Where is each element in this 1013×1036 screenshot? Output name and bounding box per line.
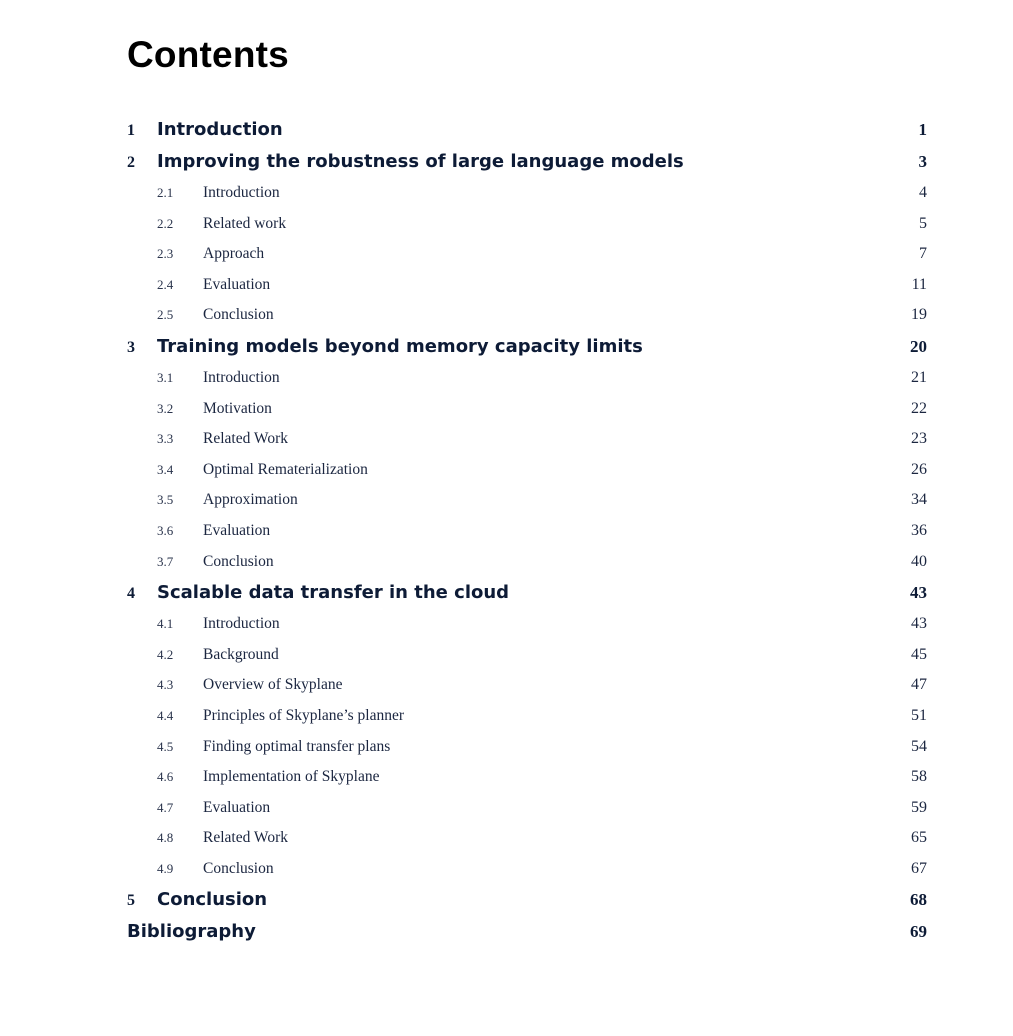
section-number: 3.4 [157, 461, 174, 477]
section-title: Finding optimal transfer plans [203, 737, 391, 755]
toc-section-entry[interactable] [127, 762, 927, 793]
chapter-title: Training models beyond memory capacity limits [157, 335, 643, 357]
toc-section-entry[interactable] [127, 300, 927, 331]
chapter-number: 1 [127, 122, 135, 139]
section-number: 2.5 [157, 307, 174, 323]
section-title: Conclusion [203, 859, 274, 877]
section-number: 4.2 [157, 646, 174, 662]
section-number: 2.2 [157, 215, 174, 231]
section-title: Evaluation [203, 521, 271, 539]
toc-chapter-entry[interactable] [127, 884, 927, 916]
section-number: 3.5 [157, 492, 174, 508]
page-title: Contents [127, 34, 289, 75]
dot-leader [292, 212, 879, 228]
chapter-title: Improving the robustness of large language models [157, 151, 684, 172]
page-number: 58 [911, 768, 927, 786]
dot-leader [304, 489, 879, 505]
toc-section-entry[interactable] [127, 485, 927, 516]
toc-section-entry[interactable] [127, 455, 927, 486]
dot-leader [286, 182, 879, 198]
dot-leader [286, 366, 879, 382]
page-number: 69 [910, 922, 927, 942]
dot-leader [410, 704, 879, 720]
chapter-number: 2 [127, 154, 135, 171]
toc-section-entry[interactable] [127, 670, 927, 701]
dot-leader [374, 458, 879, 474]
section-title: Background [203, 645, 279, 663]
section-title: Related work [203, 214, 287, 232]
dot-leader [286, 613, 879, 629]
section-number: 4.5 [157, 738, 174, 754]
toc-bibliography-entry[interactable] [127, 916, 927, 948]
page-number: 68 [910, 890, 927, 910]
toc-section-entry[interactable] [127, 424, 927, 455]
section-number: 4.6 [157, 769, 174, 785]
page-number: 43 [911, 615, 927, 633]
page-number: 23 [911, 430, 927, 448]
section-title: Implementation of Skyplane [203, 768, 380, 786]
toc-section-entry[interactable] [127, 854, 927, 885]
dot-leader [280, 857, 879, 873]
page-number: 36 [911, 521, 927, 539]
toc-section-entry[interactable] [127, 732, 927, 763]
section-number: 4.8 [157, 830, 174, 846]
table-of-contents [127, 114, 927, 948]
page-number: 5 [919, 214, 927, 232]
chapter-number: 4 [127, 585, 135, 603]
page-number: 1 [918, 120, 927, 139]
page-number: 21 [911, 368, 927, 386]
section-title: Optimal Rematerialization [203, 460, 368, 478]
toc-section-entry[interactable] [127, 823, 927, 854]
section-title: Approximation [203, 491, 298, 509]
toc-chapter-entry[interactable] [127, 331, 927, 363]
page-number: 47 [911, 676, 927, 694]
dot-leader [294, 428, 879, 444]
dot-leader [348, 674, 879, 690]
dot-leader [276, 796, 879, 812]
section-title: Introduction [203, 615, 280, 633]
dot-leader [278, 397, 879, 413]
page-number: 4 [919, 184, 927, 201]
section-title: Related Work [203, 829, 288, 847]
section-title: Approach [203, 245, 265, 263]
section-number: 2.1 [157, 185, 174, 200]
chapter-title: Bibliography [127, 921, 256, 943]
toc-section-entry[interactable] [127, 640, 927, 671]
dot-leader [280, 304, 879, 320]
toc-section-entry[interactable] [127, 793, 927, 824]
toc-section-entry[interactable] [127, 239, 927, 270]
section-title: Conclusion [203, 552, 274, 570]
toc-section-entry[interactable] [127, 178, 927, 209]
section-number: 4.3 [157, 677, 174, 693]
toc-section-entry[interactable] [127, 270, 927, 301]
page-number: 43 [910, 583, 927, 603]
section-title: Evaluation [203, 798, 271, 816]
section-number: 3.2 [157, 400, 174, 416]
chapter-title: Introduction [157, 119, 283, 140]
page-number: 59 [911, 798, 927, 816]
section-title: Related Work [203, 430, 288, 448]
section-title: Introduction [203, 184, 280, 201]
section-title: Overview of Skyplane [203, 676, 343, 694]
section-number: 4.4 [157, 707, 174, 723]
chapter-title: Scalable data transfer in the cloud [157, 582, 510, 604]
section-number: 4.1 [157, 616, 174, 632]
section-title: Introduction [203, 368, 280, 386]
chapter-title: Conclusion [157, 889, 268, 911]
section-number: 2.4 [157, 276, 174, 292]
page-number: 54 [911, 737, 927, 755]
toc-section-entry[interactable] [127, 363, 927, 394]
section-number: 3.3 [157, 431, 174, 447]
page-number: 26 [911, 460, 927, 478]
dot-leader [280, 550, 879, 566]
page-number: 3 [918, 152, 927, 171]
section-number: 3.7 [157, 553, 174, 569]
toc-section-entry[interactable] [127, 394, 927, 425]
toc-section-entry[interactable] [127, 516, 927, 547]
page-number: 34 [911, 491, 927, 509]
page-number: 20 [910, 336, 927, 356]
dot-leader [285, 643, 879, 659]
toc-section-entry[interactable] [127, 701, 927, 732]
toc-section-entry[interactable] [127, 547, 927, 578]
page-number: 22 [911, 399, 927, 417]
page-number: 67 [911, 859, 927, 877]
section-number: 3.6 [157, 522, 174, 538]
dot-leader [276, 273, 879, 289]
dot-leader [396, 735, 879, 751]
page-number: 19 [911, 306, 927, 324]
page-number: 51 [911, 706, 927, 724]
chapter-number: 5 [127, 892, 135, 910]
page-number: 45 [911, 645, 927, 663]
page-number: 40 [911, 552, 927, 570]
toc-chapter-entry[interactable] [127, 146, 927, 178]
dot-leader [294, 827, 879, 843]
dot-leader [270, 243, 879, 259]
page-number: 7 [919, 245, 927, 263]
chapter-number: 3 [127, 338, 135, 356]
toc-section-entry[interactable] [127, 609, 927, 640]
toc-section-entry[interactable] [127, 209, 927, 240]
section-number: 4.9 [157, 860, 174, 876]
page-number: 65 [911, 829, 927, 847]
section-title: Motivation [203, 399, 272, 417]
dot-leader [386, 766, 880, 782]
section-number: 2.3 [157, 246, 174, 262]
section-title: Evaluation [203, 275, 271, 293]
section-number: 3.1 [157, 369, 174, 385]
page-number: 11 [911, 275, 927, 293]
section-title: Conclusion [203, 306, 274, 324]
toc-chapter-entry[interactable] [127, 577, 927, 609]
section-title: Principles of Skyplane’s planner [203, 706, 405, 724]
section-number: 4.7 [157, 799, 174, 815]
dot-leader [276, 519, 879, 535]
toc-chapter-entry[interactable] [127, 114, 927, 146]
